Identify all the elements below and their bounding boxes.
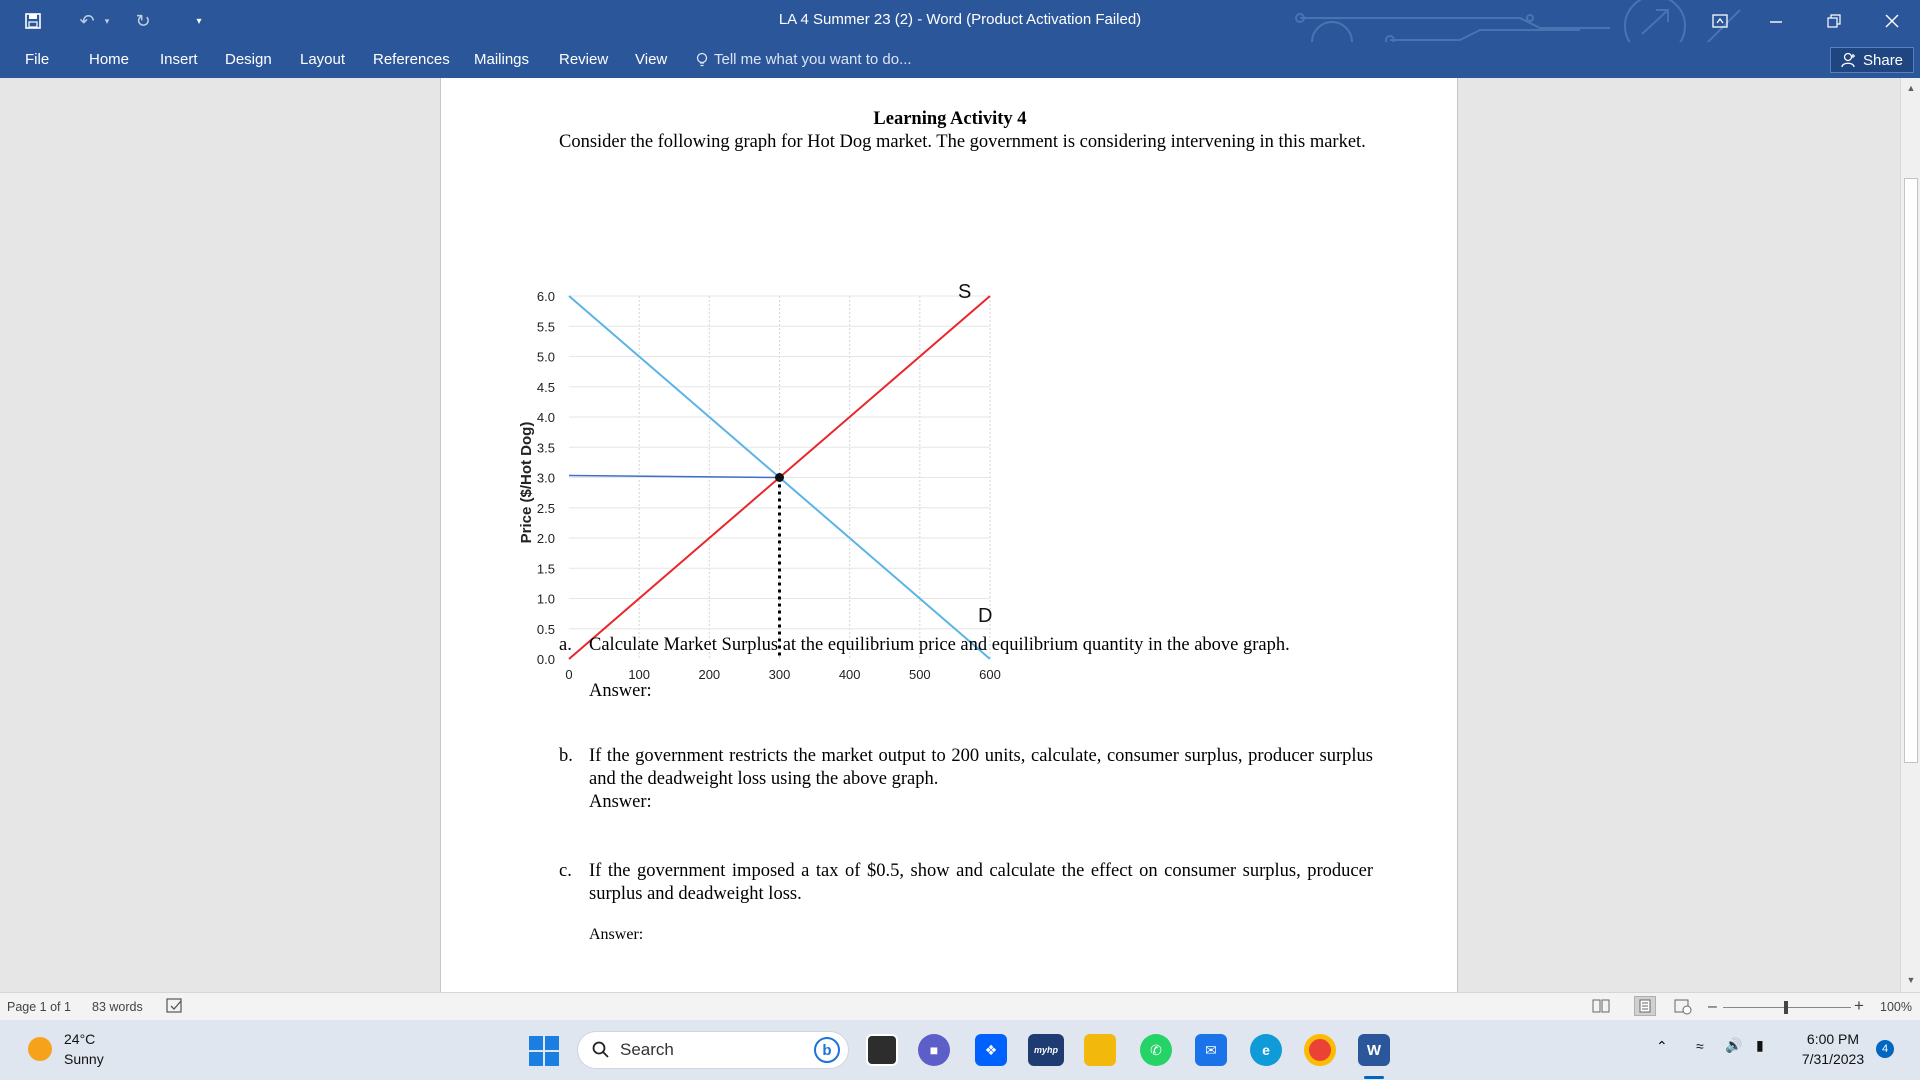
undo-icon[interactable]: ↶ (79, 10, 95, 31)
supply-label: S (958, 281, 972, 303)
battery-icon[interactable]: ▮ (1756, 1037, 1764, 1053)
page-count[interactable]: Page 1 of 1 (7, 1000, 71, 1014)
undo-dropdown-icon[interactable]: ▾ (104, 15, 110, 26)
zoom-out-icon[interactable]: – (1708, 998, 1717, 1015)
question-a-answer: Answer: (589, 681, 652, 701)
hot-dog-market-chart (511, 183, 1031, 703)
clock-date[interactable]: 7/31/2023 (1801, 1051, 1865, 1067)
scroll-thumb[interactable] (1904, 178, 1918, 763)
proofing-icon[interactable] (166, 998, 184, 1017)
y-tick-label: 5.5 (536, 319, 555, 335)
active-app-indicator (1364, 1076, 1384, 1079)
redo-icon[interactable]: ↻ (135, 10, 151, 31)
file-explorer-icon[interactable] (1084, 1034, 1116, 1066)
customize-toolbar-icon[interactable]: ▾ (196, 15, 202, 27)
tab-view[interactable]: View (635, 51, 668, 68)
tab-mailings[interactable]: Mailings (474, 51, 530, 68)
taskbar-search[interactable] (577, 1031, 849, 1069)
lightbulb-icon (696, 52, 708, 68)
volume-icon[interactable]: 🔊 (1725, 1037, 1743, 1053)
page-title: Learning Activity 4 (873, 109, 1027, 129)
tab-references[interactable]: References (373, 51, 450, 68)
document-area[interactable] (0, 78, 1900, 992)
question-b-text: If the government restricts the market output to 200 units, calculate, consumer surplus, producer surplus and the deadweight loss using the above graph. (589, 746, 1373, 789)
y-tick-label: 4.0 (536, 410, 555, 425)
y-tick-label: 2.5 (536, 500, 555, 516)
tab-home[interactable]: Home (89, 51, 130, 68)
question-c-marker: c. (559, 861, 572, 881)
task-view-icon[interactable] (866, 1034, 898, 1066)
tell-me-search[interactable] (696, 51, 912, 68)
ribbon-tabs (0, 42, 1920, 78)
y-tick-label: 2.0 (536, 531, 555, 546)
ribbon-display-options-button[interactable] (1692, 0, 1748, 42)
x-tick-label: 500 (908, 667, 931, 682)
scroll-down-icon[interactable]: ▼ (1906, 975, 1916, 985)
read-mode-icon[interactable] (1592, 999, 1610, 1016)
zoom-level[interactable]: 100% (1880, 1000, 1912, 1014)
tell-me-placeholder: Tell me what you want to do... (714, 51, 912, 68)
y-tick-label: 6.0 (536, 289, 555, 304)
clock-time[interactable]: 6:00 PM (1806, 1031, 1860, 1047)
y-tick-label: 1.0 (536, 591, 555, 607)
share-button[interactable] (1830, 47, 1914, 73)
edge-browser-icon[interactable]: e (1250, 1034, 1282, 1066)
start-windows-icon[interactable] (529, 1036, 559, 1066)
vertical-scrollbar[interactable] (1900, 78, 1920, 992)
restore-button[interactable] (1806, 0, 1862, 42)
question-a-text: Calculate Market Surplus at the equilibrium price and equilibrium quantity in the above graph. (589, 635, 1290, 655)
bing-icon[interactable]: b (814, 1037, 840, 1063)
question-c-answer: Answer: (589, 926, 644, 943)
print-layout-icon[interactable] (1634, 996, 1656, 1016)
weather-temperature[interactable]: 24°C (64, 1031, 96, 1047)
intro-paragraph: Consider the following graph for Hot Dog market. The government is considering intervening in this market. (559, 132, 1366, 152)
decorative-circuit-pattern (1280, 0, 1750, 42)
question-b-marker: b. (559, 746, 573, 766)
tab-insert[interactable]: Insert (160, 51, 198, 68)
x-tick-label: 200 (698, 667, 721, 682)
y-tick-label: 4.5 (536, 379, 555, 395)
x-tick-label: 600 (979, 667, 1001, 682)
tab-file[interactable]: File (25, 51, 50, 68)
windows-taskbar (0, 1020, 1920, 1080)
x-tick-label: 0 (565, 667, 573, 682)
status-bar (0, 992, 1920, 1020)
y-axis-label: Price ($/Hot Dog) (518, 421, 535, 544)
mail-icon[interactable]: ✉ (1195, 1034, 1227, 1066)
y-tick-label: 3.0 (536, 470, 555, 486)
close-button[interactable] (1864, 0, 1920, 42)
zoom-in-icon[interactable]: + (1854, 996, 1864, 1015)
web-layout-icon[interactable] (1674, 999, 1692, 1018)
chrome-browser-icon[interactable] (1304, 1034, 1336, 1066)
zoom-slider-thumb[interactable] (1784, 1001, 1788, 1014)
y-tick-label: 0.0 (536, 652, 555, 667)
myhp-icon[interactable]: myhp (1028, 1034, 1064, 1066)
x-tick-label: 100 (628, 667, 651, 682)
equilibrium-point (775, 473, 784, 482)
share-label: Share (1863, 51, 1904, 69)
tab-review[interactable]: Review (559, 51, 609, 68)
question-a-marker: a. (559, 635, 572, 655)
minimize-button[interactable] (1748, 0, 1804, 42)
show-hidden-icons-icon[interactable]: ⌃ (1656, 1038, 1668, 1054)
word-count[interactable]: 83 words (92, 1000, 143, 1014)
x-tick-label: 400 (838, 667, 861, 682)
title-bar (0, 0, 1920, 42)
tab-layout[interactable]: Layout (300, 51, 346, 68)
y-tick-label: 1.5 (536, 561, 555, 577)
window-title: LA 4 Summer 23 (2) - Word (Product Activation Failed) (778, 11, 1142, 28)
search-icon (592, 1041, 610, 1059)
scroll-up-icon[interactable]: ▲ (1906, 83, 1916, 93)
person-icon (1841, 52, 1857, 68)
weather-description[interactable]: Sunny (64, 1051, 104, 1067)
teams-chat-icon[interactable]: ■ (918, 1034, 950, 1066)
wifi-icon[interactable]: ≈ (1696, 1038, 1704, 1054)
x-tick-label: 300 (768, 667, 791, 682)
whatsapp-icon[interactable]: ✆ (1140, 1034, 1172, 1066)
dropbox-icon[interactable]: ❖ (975, 1034, 1007, 1066)
y-tick-label: 3.5 (536, 440, 555, 456)
y-tick-label: 5.0 (536, 349, 555, 365)
demand-label: D (978, 604, 993, 627)
document-page[interactable] (440, 78, 1458, 992)
notification-badge[interactable]: 4 (1876, 1040, 1894, 1058)
search-label: Search (620, 1040, 674, 1059)
word-app-icon[interactable]: W (1358, 1034, 1390, 1066)
question-c-text: If the government imposed a tax of $0.5, show and calculate the effect on consumer surplus, producer surplus and deadweight loss. (589, 861, 1373, 904)
tab-design[interactable]: Design (225, 51, 272, 68)
sun-weather-icon[interactable] (28, 1037, 52, 1061)
question-b-answer: Answer: (589, 792, 652, 812)
y-tick-label: 0.5 (536, 621, 555, 637)
